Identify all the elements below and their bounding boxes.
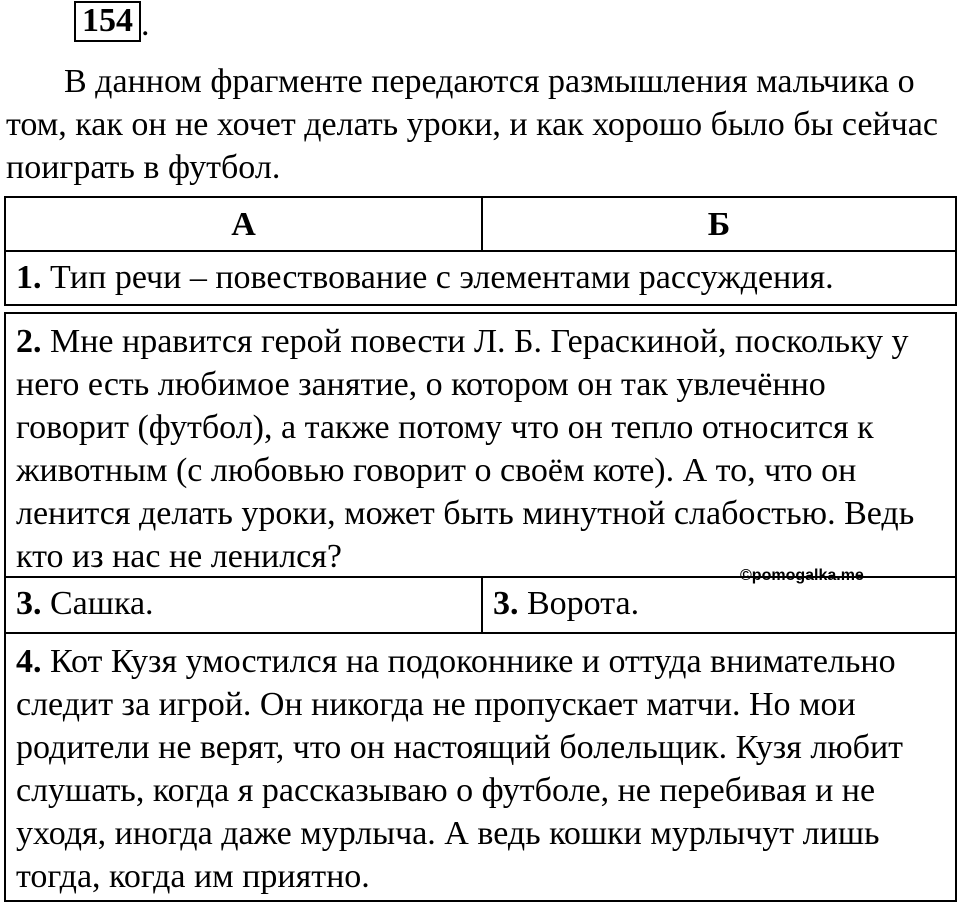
row-3-b-number: 3.: [493, 585, 519, 622]
table-header-a: [6, 198, 481, 250]
task-number-box: 154: [74, 1, 141, 42]
row-3-a-text: Сашка.: [50, 585, 154, 622]
intro-paragraph: [6, 60, 956, 189]
watermark: ©pomogalka.me: [740, 567, 864, 584]
row-1-number: 1.: [16, 259, 42, 296]
row-2-text: Мне нравится герой повести Л. Б. Гераскиной, поскольку у него есть любимое занятие, о котором он так увлечённо говорит (футбол), а также потому что он тепло относится к животным (с любовью говорит о своём коте). А то, что он ленится делать уроки, может быть минутной слабостью. Ведь кто из нас не ленился?: [16, 323, 915, 575]
row-2-number: 2.: [16, 323, 42, 360]
table-header-row: [4, 196, 957, 252]
row-3-a-number: 3.: [16, 585, 42, 622]
row-4-text: Кот Кузя умостился на подоконнике и оттуда внимательно следит за игрой. Он никогда не пропускает матчи. Но мои родители не верят, что он настоящий болельщик. Кузя любит слушать, когда я рассказываю о футболе, не перебивая и не уходя, иногда даже мурлыча. А ведь кошки мурлычут лишь тогда, когда им приятно.: [16, 643, 904, 895]
row-4-number: 4.: [16, 643, 42, 680]
table-row-2: [4, 312, 957, 578]
row-1-text: Тип речи – повествование с элементами рассуждения.: [50, 259, 834, 296]
table-header-b-label: Б: [707, 206, 731, 243]
task-number-dot: .: [141, 6, 150, 43]
row-3-cell-b: [483, 578, 955, 632]
table-header-b: [483, 198, 955, 250]
row-3-b-text: Ворота.: [527, 585, 640, 622]
table-row-4: [4, 632, 957, 902]
intro-text: В данном фрагменте передаются размышления мальчика о том, как он не хочет делать уроки, и как хорошо было бы сейчас поиграть в футбол.: [6, 63, 938, 186]
row-3-cell-a: [6, 578, 481, 632]
table-header-a-label: А: [231, 206, 256, 243]
table-row-1: [4, 250, 957, 306]
task-number: [74, 4, 150, 42]
